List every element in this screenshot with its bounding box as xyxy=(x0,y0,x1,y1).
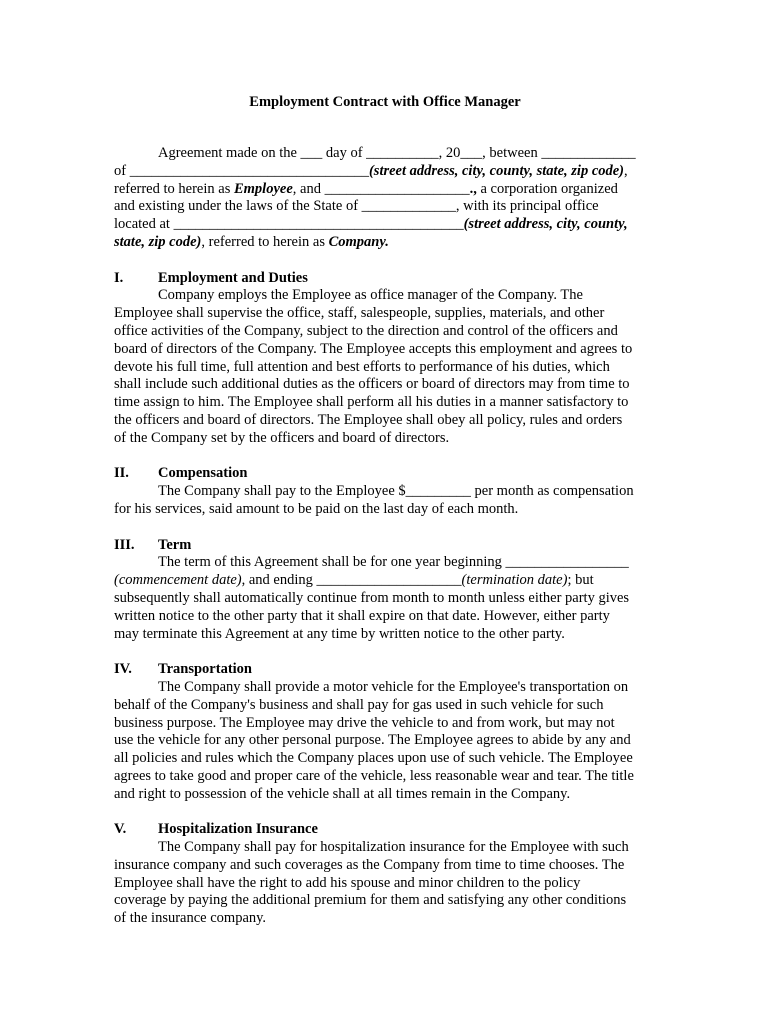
section-heading xyxy=(114,821,659,839)
section-body xyxy=(114,839,659,928)
section-transportation xyxy=(114,661,659,803)
section-text: , and ending ____________________ xyxy=(241,572,462,589)
section-number: IV. xyxy=(114,661,132,678)
document-title: Employment Contract with Office Manager xyxy=(249,94,521,110)
section-line: agrees to take good and proper care of the vehicle, less reasonable wear and tear. The title xyxy=(114,767,634,784)
section-line: subsequently shall automatically continue from month to month unless either party gives xyxy=(114,589,630,606)
section-line: office activities of the Company, subject to the direction and control of the officers and xyxy=(114,322,618,339)
section-heading xyxy=(114,465,659,483)
section-heading xyxy=(114,661,659,679)
section-body xyxy=(114,679,659,804)
section-line: The Company shall pay for hospitalization insurance for the Employee with such xyxy=(158,839,629,856)
section-line: use the vehicle for any other personal purpose. The Employee agrees to abide by any and xyxy=(114,732,631,749)
preamble-text: , xyxy=(624,162,628,179)
preamble-text: , referred to herein as xyxy=(201,233,329,250)
preamble-text: ., xyxy=(469,180,477,197)
section-line: Employee shall have the right to add his spouse and minor children to the policy xyxy=(114,874,581,891)
termination-date-label: (termination date) xyxy=(461,572,568,589)
company-term: Company. xyxy=(328,233,389,250)
section-line xyxy=(114,572,659,590)
section-line: of the insurance company. xyxy=(114,910,267,927)
section-line: and right to possession of the vehicle shall at all times remain in the Company. xyxy=(114,785,571,802)
section-line: The Company shall provide a motor vehicle for the Employee's transportation on xyxy=(158,678,629,695)
section-title: Term xyxy=(158,536,192,553)
section-line: board of directors of the Company. The Employee accepts this employment and agrees to xyxy=(114,340,633,357)
section-title: Transportation xyxy=(158,661,252,678)
document-body xyxy=(114,145,659,928)
section-line: of the Company set by the officers and board of directors. xyxy=(114,429,450,446)
section-line: all policies and rules which the Company places upon use of such vehicle. The Employee xyxy=(114,750,633,767)
section-line: time assign to him. The Employee shall perform all his duties in a manner satisfactory to xyxy=(114,394,629,411)
preamble-line: and existing under the laws of the State of _____________, with its principal office xyxy=(114,198,599,215)
section-term xyxy=(114,537,659,644)
section-heading xyxy=(114,537,659,555)
section-number: V. xyxy=(114,821,127,838)
section-title: Employment and Duties xyxy=(158,269,308,286)
preamble-line xyxy=(114,234,659,252)
section-line: for his services, said amount to be paid on the last day of each month. xyxy=(114,500,519,517)
preamble-text: , and ____________________ xyxy=(292,180,470,197)
section-employment-duties xyxy=(114,270,659,448)
preamble-paragraph xyxy=(114,145,659,252)
address-placeholder-label: (street address, city, county, state, zip code) xyxy=(368,162,625,179)
section-line: The term of this Agreement shall be for one year beginning _________________ xyxy=(158,554,629,571)
section-title: Compensation xyxy=(158,465,248,482)
preamble-line: Agreement made on the ___ day of __________, 20___, between _____________ xyxy=(158,145,636,161)
section-compensation xyxy=(114,465,659,518)
preamble-text: of _________________________________ xyxy=(114,162,369,179)
section-body xyxy=(114,554,659,643)
section-line: shall include such additional duties as the officers or board of directors may from time to xyxy=(114,376,630,393)
preamble-text: located at ________________________________________ xyxy=(114,216,464,233)
section-line: The Company shall pay to the Employee $_________ per month as compensation xyxy=(158,483,634,500)
preamble-text: referred to herein as xyxy=(114,180,234,197)
section-text: ; but xyxy=(567,572,594,589)
section-body xyxy=(114,483,659,519)
address-placeholder-label: state, zip code) xyxy=(114,233,202,250)
section-line: behalf of the Company's business and shall pay for gas used in such vehicle for such xyxy=(114,696,604,713)
section-line: Employee shall supervise the office, staff, salespeople, supplies, materials, and other xyxy=(114,305,605,322)
section-line: the officers and board of directors. The Employee shall obey all policy, rules and orders xyxy=(114,411,623,428)
section-heading xyxy=(114,270,659,288)
section-number: I. xyxy=(114,269,124,286)
section-line: devote his full time, full attention and best efforts to performance of his duties, which xyxy=(114,358,610,375)
section-body xyxy=(114,287,659,447)
section-line: Company employs the Employee as office manager of the Company. The xyxy=(158,287,583,304)
preamble-line xyxy=(114,216,659,234)
section-line: business purpose. The Employee may drive the vehicle to and from work, but may not xyxy=(114,714,615,731)
section-line: insurance company and such coverages as the Company from time to time chooses. The xyxy=(114,856,625,873)
section-line: may terminate this Agreement at any time by written notice to the other party. xyxy=(114,625,565,642)
employee-term: Employee xyxy=(233,180,293,197)
section-line: coverage by paying the additional premium for them and satisfying any other conditions xyxy=(114,892,627,909)
preamble-line xyxy=(114,163,659,181)
section-line: written notice to the other party that it shall expire on that date. However, either party xyxy=(114,607,610,624)
address-placeholder-label: (street address, city, county, xyxy=(463,216,628,233)
section-title: Hospitalization Insurance xyxy=(158,821,318,838)
section-number: III. xyxy=(114,536,135,553)
preamble-text: a corporation organized xyxy=(476,180,618,197)
commencement-date-label: (commencement date) xyxy=(114,572,242,589)
preamble-line xyxy=(114,181,659,199)
section-number: II. xyxy=(114,465,129,482)
section-hospitalization-insurance xyxy=(114,821,659,928)
